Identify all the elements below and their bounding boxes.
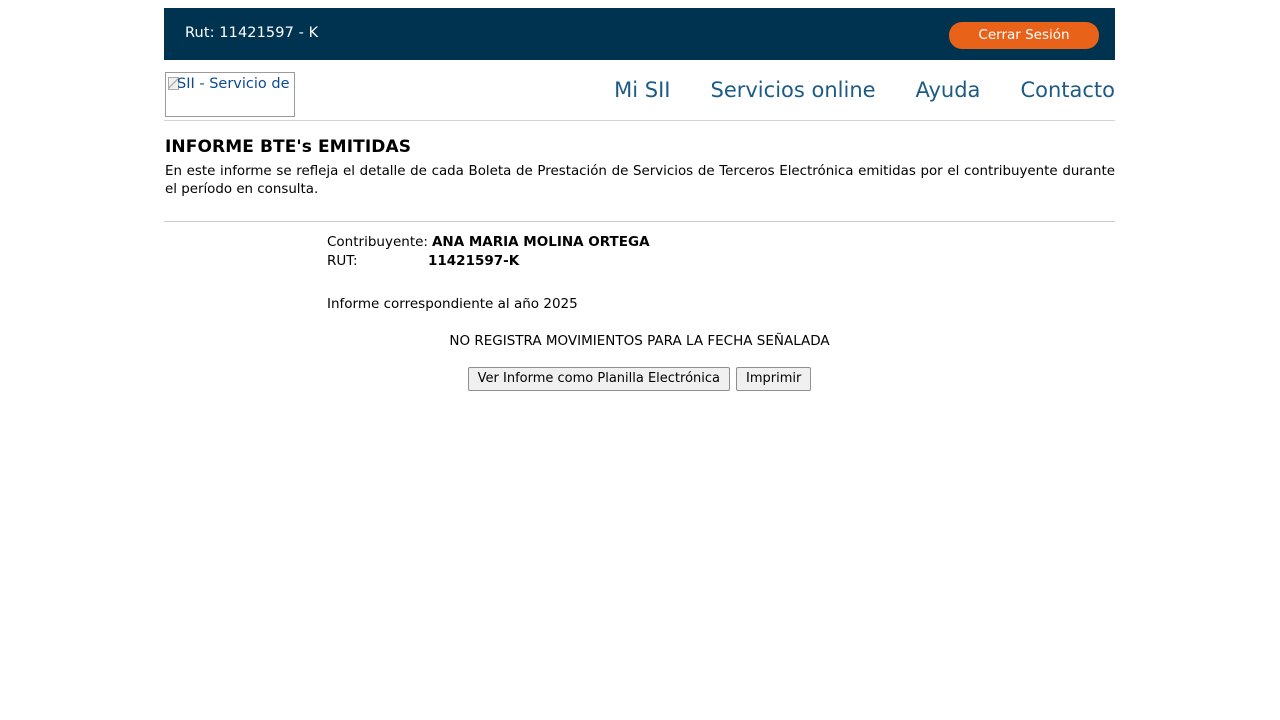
nav-item-contacto[interactable]: Contacto [1020,78,1115,102]
rut-label: RUT: [327,253,358,269]
imprimir-button[interactable]: Imprimir [736,367,811,391]
logo-alt-text: SII - Servicio de [177,76,290,92]
taxpayer-info-block [327,233,650,271]
action-buttons [164,367,1115,391]
main-content [164,121,1115,386]
taxpayer-name: ANA MARIA MOLINA ORTEGA [431,234,650,250]
session-rut-text: Rut: 11421597 - K [185,25,319,41]
taxpayer-row [327,233,650,252]
main-navigation [594,78,1115,102]
report-year-text: Informe correspondiente al año 2025 [327,296,578,312]
nav-item-mi-sii[interactable]: Mi SII [614,78,671,102]
sii-logo-broken-image[interactable] [165,72,295,117]
content-divider [164,221,1115,222]
site-header [164,60,1115,121]
taxpayer-label: Contribuyente: [327,234,428,250]
rut-value: 11421597-K [428,253,520,269]
page-description: En este informe se refleja el detalle de cada Boleta de Prestación de Servicios de Terceros Electrónica emitidas por el contribuyente durante el período en consulta. [165,164,1115,197]
rut-row [327,252,650,271]
nav-item-servicios-online[interactable]: Servicios online [710,78,876,102]
page-title: INFORME BTE's EMITIDAS [165,137,412,157]
top-session-bar [164,8,1115,60]
logout-button[interactable]: Cerrar Sesión [949,22,1099,49]
ver-informe-planilla-button[interactable]: Ver Informe como Planilla Electrónica [468,367,730,391]
no-records-message: NO REGISTRA MOVIMIENTOS PARA LA FECHA SEÑALADA [449,333,830,349]
nav-item-ayuda[interactable]: Ayuda [915,78,981,102]
